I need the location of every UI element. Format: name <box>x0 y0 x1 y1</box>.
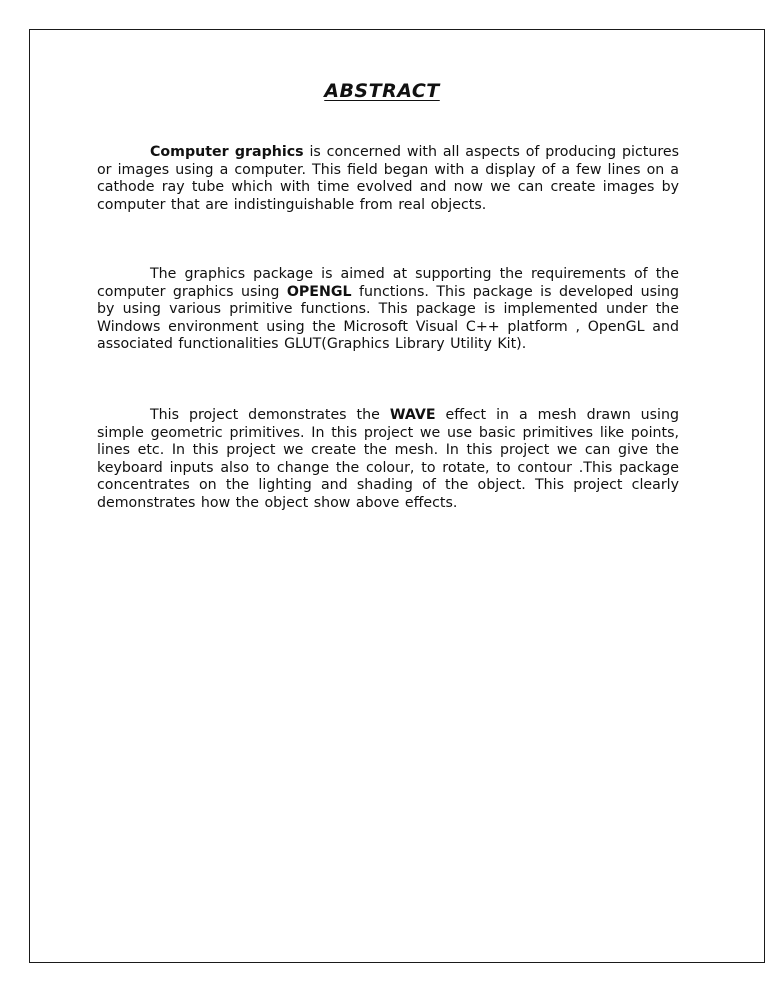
paragraph-2-text-before: The graphics package is aimed at supporting the requirements of the computer graphics using <box>97 266 679 300</box>
paragraph-1-text: is concerned with all aspects of producing pictures or images using a computer. This field began with a display of a few lines on a cathode ray tube which with time evolved and now we can create images by computer that are indistinguishable from real objects. <box>97 144 679 213</box>
bold-term-wave: WAVE <box>389 407 436 423</box>
paragraph-3-text-before: This project demonstrates the <box>150 407 390 423</box>
abstract-paragraph-3 <box>97 407 679 513</box>
bold-term-opengl: OPENGL <box>286 283 352 300</box>
document-title: ABSTRACT <box>324 80 440 102</box>
paragraph-2-text-after: functions. This package is developed using by using various primitive functions. This package is implemented under the Windows environment using the Microsoft Visual C++ platform , OpenGL and associated functionalities GLUT(Graphics Library Utility Kit). <box>97 283 679 353</box>
abstract-paragraph-1 <box>97 144 679 214</box>
paragraph-3-text-after: effect in a mesh drawn using simple geometric primitives. In this project we use basic primitives like points, lines etc. In this project we create the mesh. In this project we can give the keyboard inputs also to change the colour, to rotate, to contour .This package concentrates on the lighting and shading of the object. This project clearly demonstrates how the object show above effects. <box>97 407 679 511</box>
abstract-paragraph-2 <box>97 266 679 354</box>
bold-term-computer-graphics: Computer graphics <box>150 144 304 160</box>
